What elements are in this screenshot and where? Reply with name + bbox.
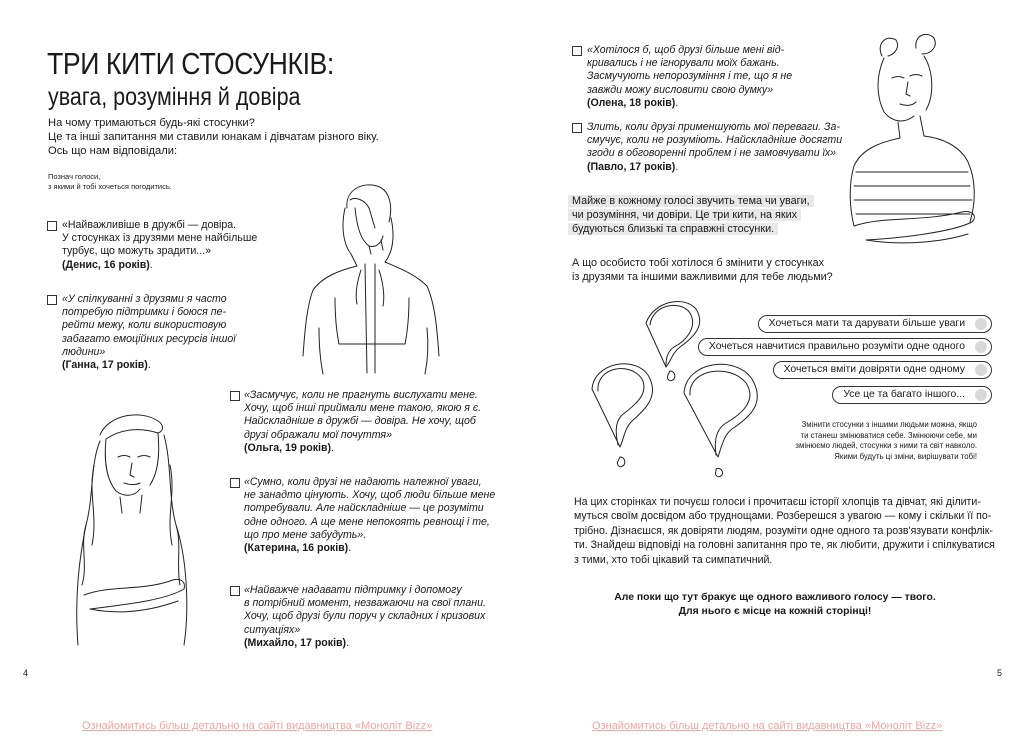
quote-line: «У спілкуванні з друзями я часто [62,293,227,305]
option-trust[interactable] [773,361,992,379]
quote-checkbox-kateryna[interactable] [230,478,240,488]
quote-author: (Ольга, 19 років) [244,441,332,454]
radio-icon [975,318,987,330]
question-marks-illustration [590,295,770,495]
quote-line: Злить, коли друзі применшують мої переваги. За- [587,121,840,133]
boy-hoodie-illustration [295,178,455,378]
quote-line: згоди в обговоренні проблем і не замовчувати їх» [587,147,837,160]
hint-text [48,172,172,192]
note-line: Змінити стосунки з іншими людьми можна, якщо [801,420,977,429]
quote-line: друзі ображали мої почуття» [244,428,392,441]
quote-line: одне одного. А ще мене непокоять ревнощі і те, [244,515,490,528]
page-subtitle: увага, розуміння й довіра [48,83,301,111]
quote-checkbox-mykhailo[interactable] [230,586,240,596]
quote-line: що про мене забудуть». [244,528,367,541]
note-line: змінюємо людей, стосунки з ними та світ навколо. [795,441,977,450]
quote-olena: «Хотілося б, щоб друзі більше мені від- кривались і не ігнорували моїх бажань. Засмучують непорозуміння і те, що я не завжди можу висловити свою думку» (Олена, 18 років). [587,44,793,109]
highlight-statement [568,194,814,236]
quote-line: ситуаціях» [244,623,301,636]
note-line: ти станеш змінюватися себе. Змінюючи себе, ми [800,430,977,440]
radio-icon [975,341,987,353]
quote-line: людини» [62,345,106,358]
page-title: ТРИ КИТИ СТОСУНКІВ: [47,46,334,81]
quote-line: турбує, що можуть зрадити...» [62,245,212,258]
change-note [795,420,977,462]
intro-text [48,116,378,158]
footer-link[interactable]: Ознайомитись більш детально на сайті видавництва «Моноліт Bizz» [82,720,433,732]
body-line: ти. Знайдеш відповіді на головні запитання про те, як любити, дружити і спілкуватися [574,539,995,552]
intro-line: Ось що нам відповідали: [48,145,178,157]
option-all-of-this[interactable] [832,386,992,404]
closing-line: Але поки що тут бракує ще одного важливого голосу — твого. [614,592,936,603]
hint-line: з якими й тобі хочеться погодитись. [48,182,172,191]
quote-line: забагато емоційних ресурсів іншої [62,332,236,345]
highlight-line: Майже в кожному голосі звучить тема чи уваги, [568,195,814,207]
quote-line: Засмучують непорозуміння і те, що я не [587,70,793,83]
quote-author: (Денис, 16 років) [62,258,150,271]
quote-line: «Хотілося б, щоб друзі більше мені від- [587,44,785,56]
body-line: муться своїм досвідом або труднощами. Розберешся з увагою — кому і скільки її по- [574,510,992,523]
option-label: Хочеться вміти довіряти одне одному [783,364,965,375]
radio-icon [975,364,987,376]
body-line: з тими, хто тобі цікавий та симпатичний. [574,553,773,566]
quote-pavlo: Злить, коли друзі применшують мої переваги. За- смучує, коли не розуміють. Найскладніше досягти згоди в обговоренні проблем і не замовчувати їх» (Павло, 17 років). [587,121,843,173]
quote-line: потребували. Але найскладніше — це розуміти [244,502,484,515]
option-label: Хочеться мати та дарувати більше уваги [768,318,965,329]
highlight-line: чи розуміння, чи довіри. Це три кити, на яких [568,209,801,221]
option-label: Хочеться навчитися правильно розуміти одне одного [708,341,965,352]
footer-link[interactable]: Ознайомитись більш детально на сайті видавництва «Моноліт Bizz» [592,720,943,732]
page-number: 4 [23,668,29,678]
question-text [572,256,833,284]
body-line: На цих сторінках ти почуєш голоси і прочитаєш історії хлопців та дівчат, які ділити- [574,496,981,508]
quote-line: У стосунках із друзями мене найбільше [62,232,258,245]
quote-checkbox-pavlo[interactable] [572,123,582,133]
quote-line: смучує, коли не розуміють. Найскладніше досягти [587,134,843,147]
quote-line: «Засмучує, коли не прагнуть вислухати мене. [244,389,478,401]
note-line: Якими будуть ці зміни, вирішувати тобі! [834,451,977,461]
quote-author: (Михайло, 17 років) [244,636,347,649]
quote-checkbox-denys[interactable] [47,221,57,231]
quote-line: завжди можу висловити свою думку» [587,83,774,96]
quote-denys: «Найважливіше в дружбі — довіра. У стосунках із друзями мене найбільше турбує, що можуть зрадити...» (Денис, 16 років). [62,219,258,271]
page-number: 5 [997,668,1003,678]
question-line: із друзями та іншими важливими для тебе людьми? [572,271,833,283]
quote-line: «Найважливіше в дружбі — довіра. [62,219,237,231]
quote-author: (Павло, 17 років) [587,160,676,173]
quote-hanna: «У спілкуванні з друзями я часто потребую підтримки і боюся пе- рейти межу, коли використовую забагато емоційних ресурсів іншої людини» (Ганна, 17 років). [62,293,236,372]
girl-cap-illustration [60,405,200,655]
option-more-attention[interactable] [758,315,992,333]
quote-kateryna: «Сумно, коли друзі не надають належної уваги, не занадто цінують. Хочу, щоб люди більше мене потребували. Але найскладніше — це розуміти одне одного. А ще мене непокоять ревнощі і те, що про мене забудуть». (Катерина, 16 років). [244,476,496,555]
quote-line: кривались і не ігнорували моїх бажань. [587,57,780,70]
body-text [574,495,995,567]
intro-line: На чому тримаються будь-які стосунки? [48,117,255,129]
quote-author: (Олена, 18 років) [587,96,676,109]
quote-line: не занадто цінують. Хочу, щоб люди більше мене [244,489,496,502]
quote-line: Найскладніше в дружбі — довіра. Не хочу, щоб [244,415,476,428]
highlight-line: будуються близькі та справжні стосунки. [568,223,778,235]
quote-line: Хочу, щоб інші приймали мене такою, якою я є. [244,402,482,415]
girl-buns-illustration [842,26,992,256]
quote-author: (Ганна, 17 років) [62,359,148,372]
quote-checkbox-hanna[interactable] [47,295,57,305]
radio-icon [975,389,987,401]
quote-line: в потрібний момент, незважаючи на свої плани. [244,597,486,610]
right-page [512,0,1024,741]
hint-line: Познач голоси, [48,172,101,181]
option-label: Усе це та багато іншого... [843,389,965,400]
quote-mykhailo: «Найважче надавати підтримку і допомогу в потрібний момент, незважаючи на свої плани. Хочу, щоб друзі були поруч у складних і кризових ситуаціях» (Михайло, 17 років). [244,584,486,649]
quote-line: рейти межу, коли використовую [62,319,227,332]
quote-line: Хочу, щоб друзі були поруч у складних і кризових [244,610,486,623]
quote-author: (Катерина, 16 років) [244,542,349,555]
closing-line: Для нього є місце на кожній сторінці! [678,606,872,617]
quote-olha: «Засмучує, коли не прагнуть вислухати мене. Хочу, щоб інші приймали мене такою, якою я є. Найскладніше в дружбі — довіра. Не хочу, щоб друзі ображали мої почуття» (Ольга, 19 років). [244,389,482,454]
intro-line: Це та інші запитання ми ставили юнакам і дівчатам різного віку. [48,131,379,143]
question-line: А що особисто тобі хотілося б змінити у стосунках [572,257,825,269]
quote-line: потребую підтримки і боюся пе- [62,306,227,319]
quote-line: «Найважче надавати підтримку і допомогу [244,584,462,596]
body-line: трібно. Дізнаєшся, як довіряти людям, розуміти одне одного та розв'язувати конфлік- [574,524,993,537]
quote-checkbox-olena[interactable] [572,46,582,56]
closing-text [592,591,958,619]
quote-checkbox-olha[interactable] [230,391,240,401]
quote-line: «Сумно, коли друзі не надають належної уваги, [244,476,482,488]
